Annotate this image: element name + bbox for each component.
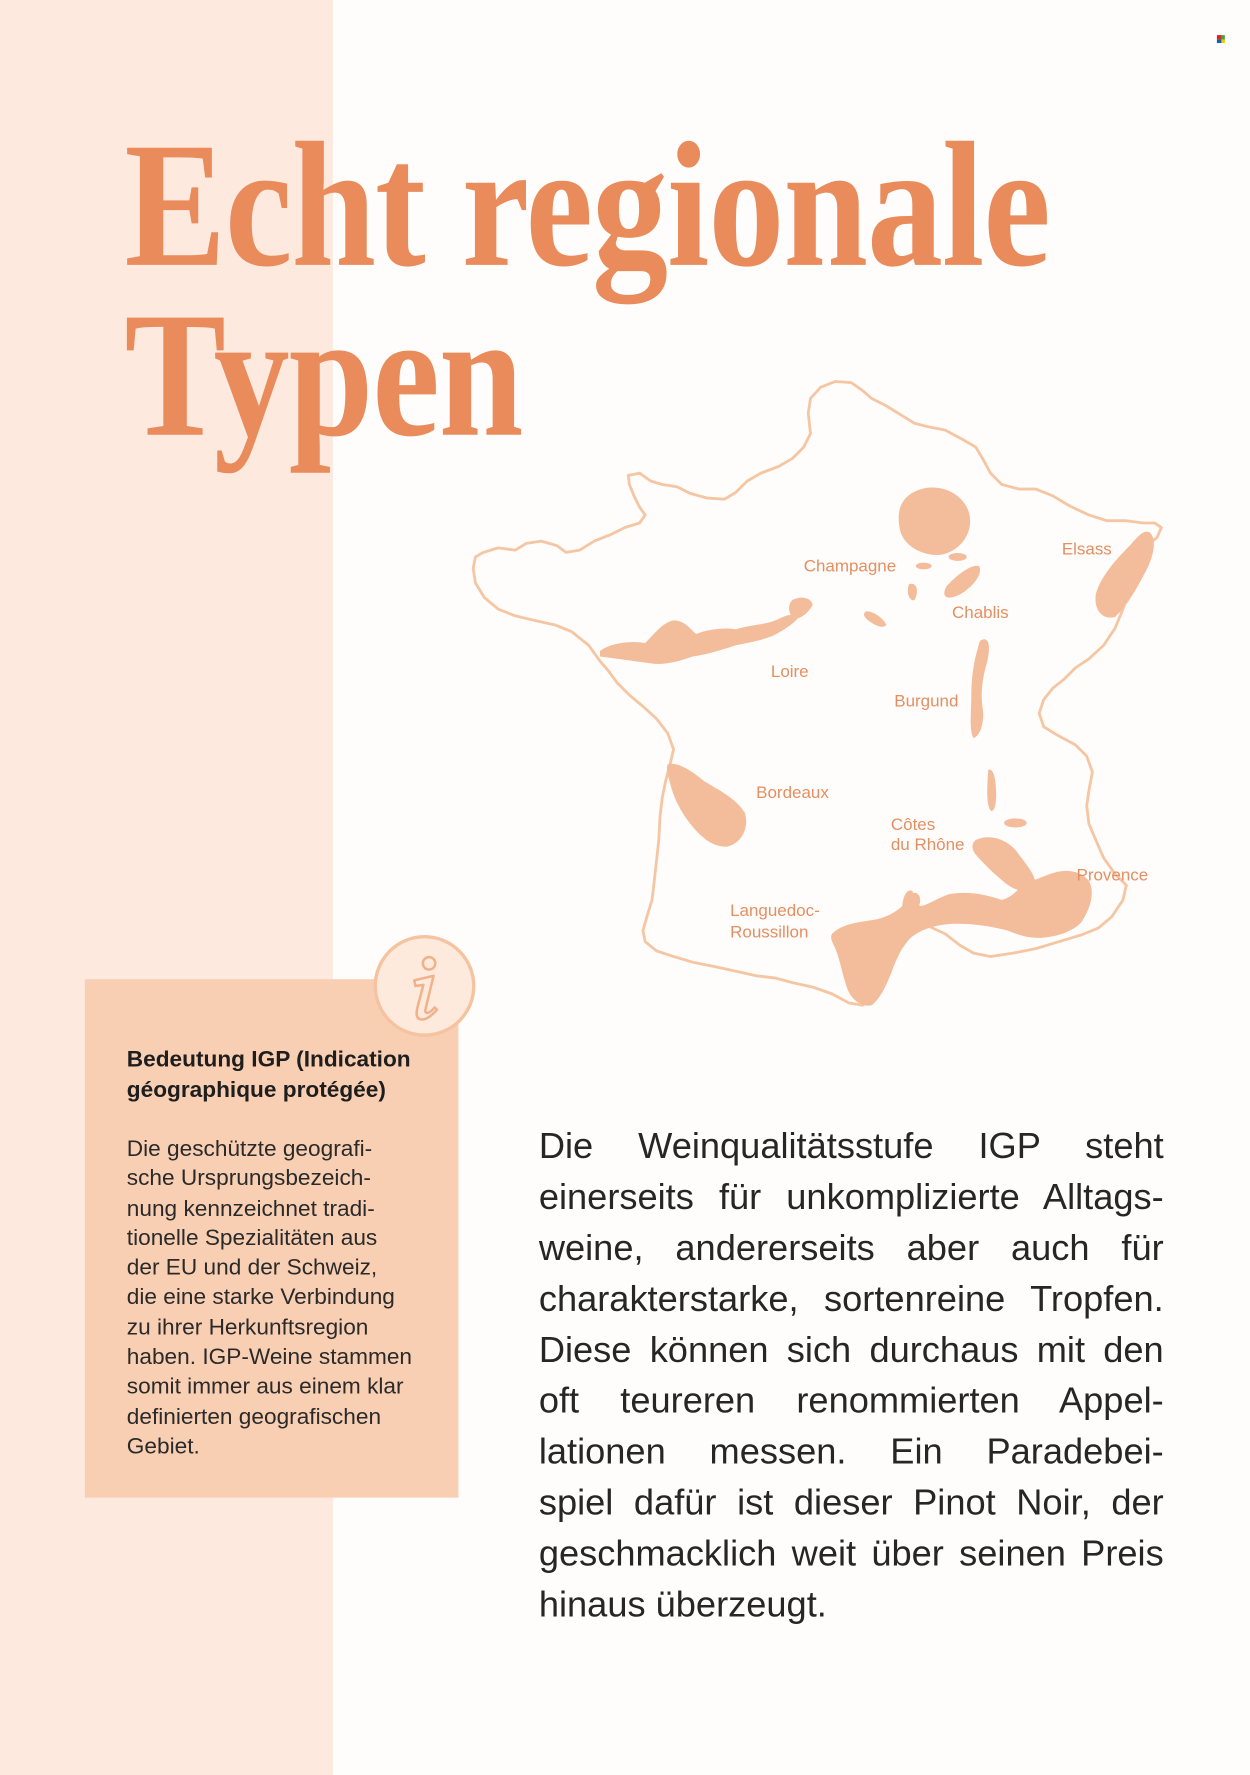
region-beaujolais xyxy=(987,770,996,811)
label-champagne: Champagne xyxy=(803,556,897,576)
article-line: oft teureren renommierten Appel- xyxy=(538,1379,1164,1421)
title-line-2: Typen xyxy=(124,276,523,475)
label-provence: Provence xyxy=(1076,865,1149,885)
info-glyph-icon xyxy=(377,938,472,1033)
info-body xyxy=(127,1134,412,1461)
info-body-line: der EU und der Schweiz, xyxy=(126,1255,378,1281)
info-body-line: somit immer aus einem klar xyxy=(126,1374,404,1400)
label-languedoc-roussillon xyxy=(730,901,824,942)
article-line: spiel dafür ist dieser Pinot Noir, der xyxy=(538,1481,1164,1523)
info-heading-line: Bedeutung IGP (Indication xyxy=(126,1046,411,1072)
info-heading-line: géographique protégée) xyxy=(126,1077,386,1103)
article-line: einerseits für unkomplizierte Alltags- xyxy=(538,1176,1164,1217)
article-line: geschmacklich weit über seinen Preis xyxy=(538,1532,1164,1574)
label-chablis: Chablis xyxy=(952,603,1009,623)
info-icon xyxy=(374,935,476,1037)
region-chablis xyxy=(944,566,980,598)
article-line: Diese können sich durchaus mit den xyxy=(538,1328,1164,1370)
label-languedoc-roussillon-line-2: Roussillon xyxy=(730,922,809,942)
info-glyph-stem xyxy=(414,976,437,1020)
info-body-line: Die geschützte geografi- xyxy=(126,1136,373,1162)
label-loire: Loire xyxy=(770,661,809,681)
label-cotes-du-rhone-line-1: Côtes xyxy=(890,814,936,834)
info-box xyxy=(85,979,459,1497)
label-cotes-du-rhone-line-2: du Rhône xyxy=(890,835,965,855)
article-line: lationen messen. Ein Paradebei- xyxy=(538,1430,1164,1472)
info-body-line: nung kennzeichnet tradi- xyxy=(126,1196,375,1221)
region-savoie-small xyxy=(1004,818,1027,827)
info-body-line: definierten geografischen xyxy=(126,1404,382,1430)
region-paris-small xyxy=(864,611,886,626)
brand-mark-icon xyxy=(1217,35,1225,43)
info-body-line: zu ihrer Herkunftsregion xyxy=(126,1315,369,1341)
region-champagne-small-1 xyxy=(916,563,932,570)
info-body-line: Gebiet. xyxy=(126,1434,200,1460)
label-burgund: Burgund xyxy=(894,691,959,711)
region-champagne xyxy=(899,488,971,555)
brand-mark-yellow xyxy=(1221,39,1225,43)
article-line: Die Weinqualitätsstufe IGP steht xyxy=(538,1125,1164,1166)
info-body-line: die eine starke Verbindung xyxy=(126,1285,395,1311)
label-bordeaux: Bordeaux xyxy=(756,783,829,803)
info-body-line: haben. IGP-Weine stammen xyxy=(126,1344,413,1370)
info-body-line: sche Ursprungsbezeich- xyxy=(126,1166,371,1192)
info-glyph-dot xyxy=(423,957,435,969)
info-body-line: tionelle Spezialitäten aus xyxy=(126,1225,378,1251)
article-line: hinaus überzeugt. xyxy=(538,1583,827,1625)
article-line: charakterstarke, sortenreine Tropfen. xyxy=(538,1278,1164,1319)
article-text xyxy=(539,1121,1164,1630)
region-languedoc-provence xyxy=(831,871,1092,1006)
label-languedoc-roussillon-line-1: Languedoc- xyxy=(730,900,820,920)
region-loire xyxy=(600,615,798,664)
region-loire-east xyxy=(789,598,813,619)
title-line-1: Echt regionale xyxy=(124,106,1050,305)
region-burgund xyxy=(971,639,989,738)
label-cotes-du-rhone xyxy=(891,815,965,854)
article-line: weine, andererseits aber auch für xyxy=(538,1227,1164,1268)
info-heading xyxy=(127,1044,411,1105)
france-wine-map xyxy=(453,362,1189,1030)
label-elsass: Elsass xyxy=(1061,539,1112,559)
region-champagne-small-2 xyxy=(949,553,967,561)
region-champagne-small-3 xyxy=(908,584,917,601)
region-bordeaux xyxy=(667,764,746,847)
